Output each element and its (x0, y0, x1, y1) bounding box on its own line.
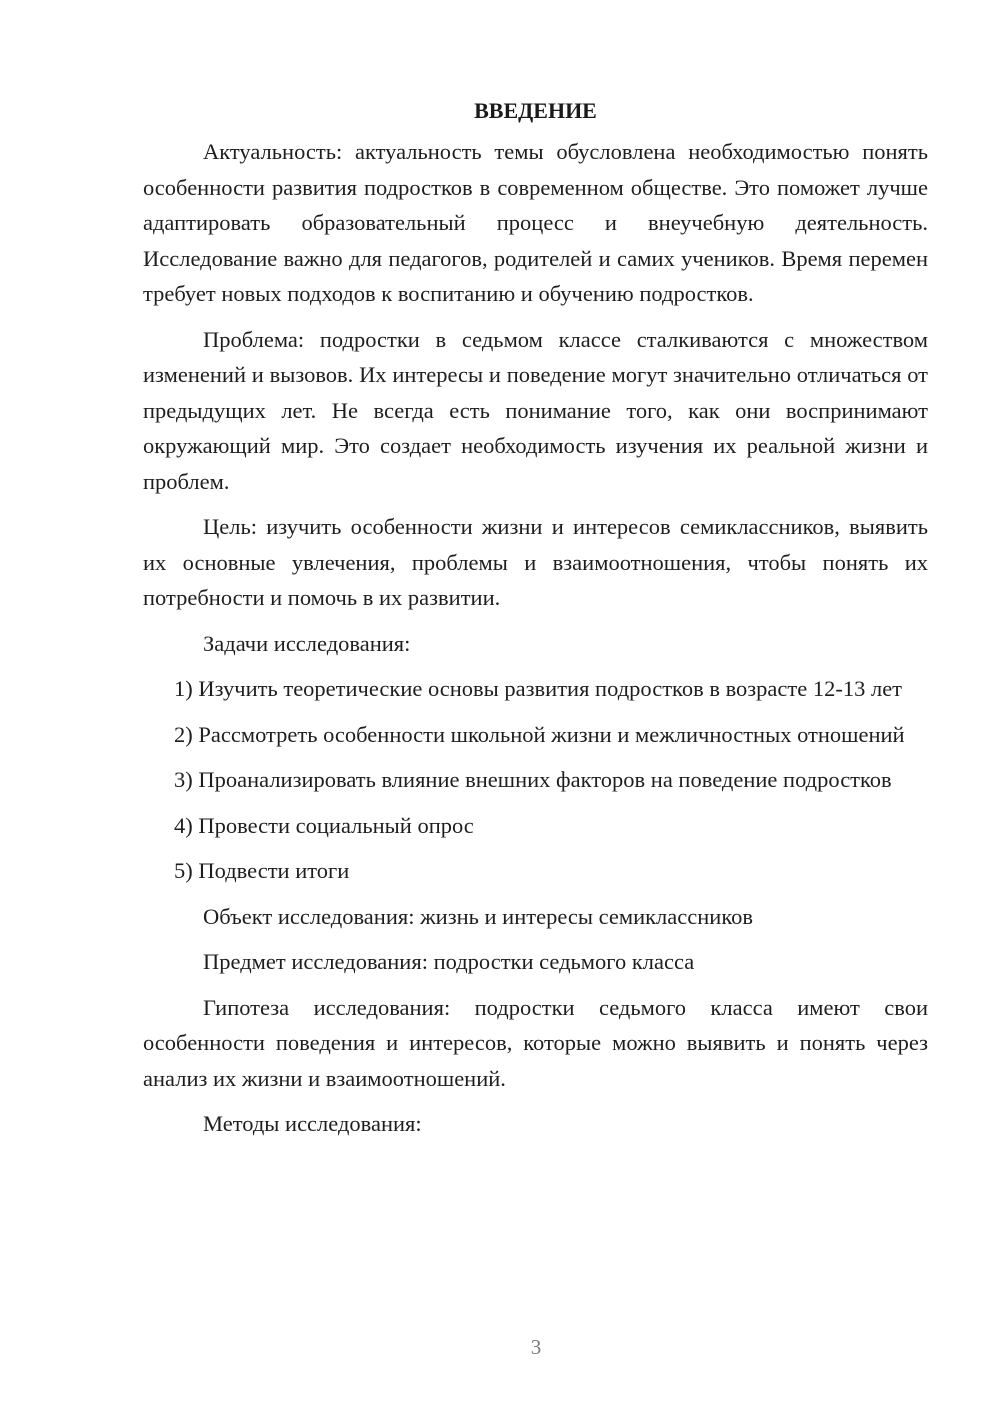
task-item-2: 2) Рассмотреть особенности школьной жизни и межличностных отношений (174, 721, 905, 747)
task-item-5: 5) Подвести итоги (174, 858, 350, 883)
paragraph-problem: Проблема: подростки в седьмом классе сталкиваются с множеством изменений и вызовов. Их интересы и поведение могут значительно отличаться от предыдущих лет. Не всегда есть понимание того, как они воспринимают окружающий мир. Это создает необходимость изучения их реальной жизни и проблем. (143, 326, 928, 494)
task-item-4: 4) Провести социальный опрос (174, 812, 474, 838)
page-number: 3 (530, 1335, 542, 1359)
page-title: ВВЕДЕНИЕ (474, 98, 597, 123)
paragraph-relevance: Актуальность: актуальность темы обусловлена необходимостью понять особенности развития подростков в современном обществе. Это поможет лучше адаптировать образовательный процесс и внеучебную деятельность. Исследование важно для педагогов, родителей и самих учеников. Время перемен требует новых подходов к воспитанию и обучению подростков. (143, 139, 928, 306)
paragraph-object: Объект исследования: жизнь и интересы семиклассников (203, 903, 753, 929)
paragraph-goal: Цель: изучить особенности жизни и интересов семиклассников, выявить их основные увлечения, проблемы и взаимоотношения, чтобы понять их потребности и помочь в их развитии. (143, 514, 928, 610)
task-item-3: 3) Проанализировать влияние внешних факторов на поведение подростков (174, 767, 892, 792)
paragraph-subject: Предмет исследования: подростки седьмого класса (203, 949, 695, 974)
paragraph-methods: Методы исследования: (203, 1111, 422, 1136)
task-item-1: 1) Изучить теоретические основы развития подростков в возрасте 12-13 лет (174, 676, 903, 701)
paragraph-tasks-heading: Задачи исследования: (203, 630, 411, 656)
page-content (143, 96, 928, 1152)
paragraph-hypothesis: Гипотеза исследования: подростки седьмого класса имеют свои особенности поведения и интересов, которые можно выявить и понять через анализ их жизни и взаимоотношений. (143, 994, 928, 1091)
